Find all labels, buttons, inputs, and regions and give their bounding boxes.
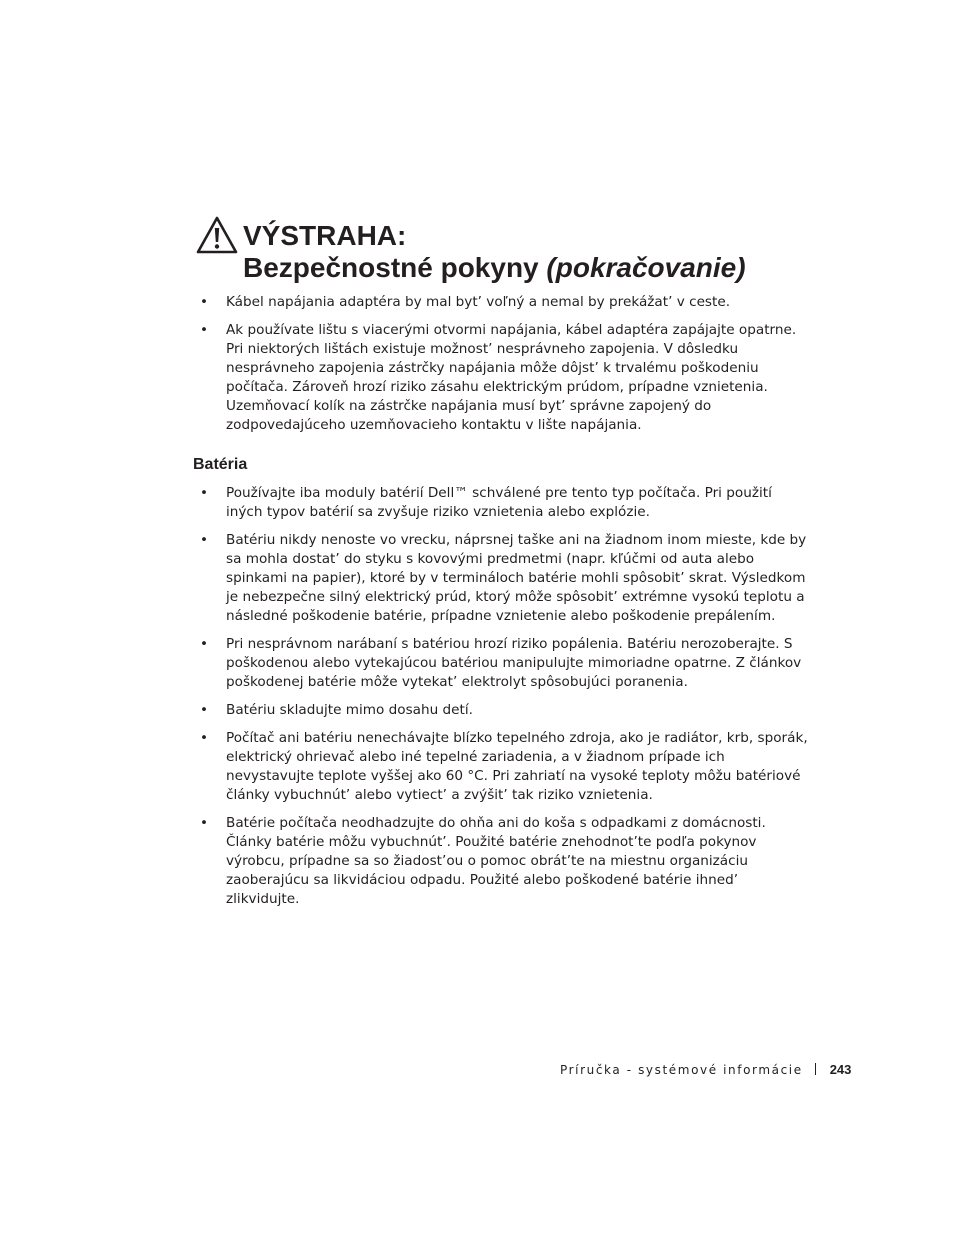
page-footer	[560, 1061, 852, 1079]
bullet-icon: •	[200, 815, 209, 831]
list-item	[198, 635, 808, 692]
heading-subtitle-text: Bezpečnostné pokyny	[243, 252, 547, 283]
list-item-text: Batérie počítača neodhadzujte do ohňa ani do koša s odpadkami z domácnosti. Články batérie môžu vybuchnút’. Použité batérie znehodnot’te podľa pokynov výrobcu, prípadne sa so žiadost’ou o pomoc obrát’te na miestnu organizáciu zaoberajúcu sa likvidáciou odpadu. Použité alebo poškodené batérie ihned’ zlikvidujte.	[226, 815, 766, 907]
list-item-text: Kábel napájania adaptéra by mal byt’ voľný a nemal by prekážat’ v ceste.	[226, 294, 731, 310]
heading-subtitle-italic: (pokračovanie)	[546, 252, 746, 283]
bullet-icon: •	[200, 294, 209, 310]
page-number: 243	[829, 1062, 852, 1077]
heading-title: VÝSTRAHA:	[243, 220, 407, 251]
list-item-text: Ak používate lištu s viacerými otvormi napájania, kábel adaptéra zapájajte opatrne. Pri niektorých lištách existuje možnost’ nesprávneho zapojenia. V dôsledku nesprávneho zapojenia zástrčky napájania môže dôjst’ k trvalému poškodeniu počítača. Zároveň hrozí riziko zásahu elektrickým prúdom, prípadne vznietenia. Uzemňovací kolík na zástrčke napájania musí byt’ správne zapojený do zodpovedajúceho uzemňovacieho kontaktu v lište napájania.	[226, 322, 797, 433]
list-item	[198, 484, 808, 522]
section-heading-battery: Batéria	[193, 456, 248, 473]
footer-title: Príručka - systémové informácie	[560, 1063, 803, 1077]
list-item-text: Počítač ani batériu nenechávajte blízko tepelného zdroja, ako je radiátor, krb, sporák, elektrický ohrievač alebo iné tepelné zariadenia, a v žiadnom prípade ich nevystavujte teplote vyššej ako 60 °C. Pri zahriatí na vysoké teploty môžu batériové články vybuchnút’ alebo vytiect’ a zvýšit’ tak riziko vznietenia.	[226, 730, 808, 803]
list-item-text: Batériu skladujte mimo dosahu detí.	[226, 702, 473, 718]
list-item-text: Používajte iba moduly batérií Dell™ schválené pre tento typ počítača. Pri použití iných typov batérií sa zvyšuje riziko vznietenia alebo explózie.	[226, 485, 772, 520]
warning-triangle-icon	[196, 216, 238, 254]
bullet-icon: •	[200, 702, 209, 718]
list-item	[198, 293, 808, 312]
list-item	[198, 321, 808, 435]
bullet-icon: •	[200, 730, 209, 746]
battery-instructions-list	[198, 484, 808, 918]
bullet-icon: •	[200, 636, 209, 652]
bullet-icon: •	[200, 485, 209, 501]
list-item	[198, 701, 808, 720]
footer-divider	[815, 1063, 816, 1075]
list-item-text: Batériu nikdy nenoste vo vrecku, náprsnej taške ani na žiadnom inom mieste, kde by sa mohla dostat’ do styku s kovovými predmetmi (napr. kľúčmi od auta alebo spinkami na papier), ktoré by v termináloch batérie mohli spôsobit’ skrat. Výsledkom je nebezpečne silný elektrický prúd, ktorý môže spôsobit’ extrémne vysokú teplotu a následné poškodenie batérie, prípadne vznietenie alebo poškodenie prepálením.	[226, 532, 807, 624]
bullet-icon: •	[200, 322, 209, 338]
list-item	[198, 729, 808, 805]
power-instructions-list	[198, 293, 808, 444]
list-item-text: Pri nesprávnom narábaní s batériou hrozí riziko popálenia. Batériu nerozoberajte. S poškodenou alebo vytekajúcou batériou manipulujte mimoriadne opatrne. Z článkov poškodenej batérie môže vytekat’ elektrolyt spôsobujúci poranenia.	[226, 636, 802, 690]
heading-subtitle	[243, 252, 746, 284]
list-item	[198, 531, 808, 626]
list-item	[198, 814, 808, 909]
bullet-icon: •	[200, 532, 209, 548]
